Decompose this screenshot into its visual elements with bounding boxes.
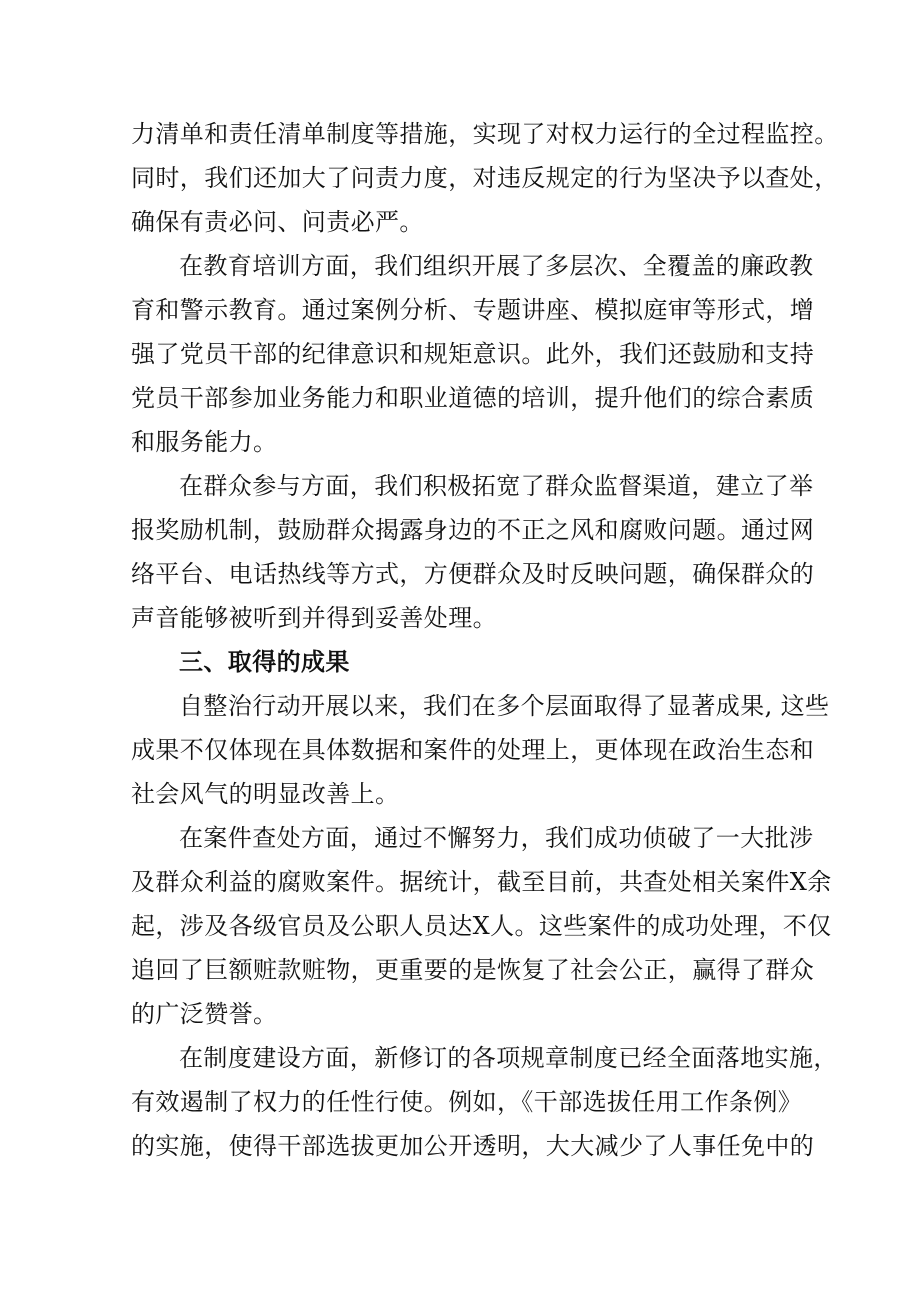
text-line: 育和警示教育。通过案例分析、专题讲座、模拟庭审等形式，增 <box>131 296 815 324</box>
text-line: 追回了巨额赃款赃物，更重要的是恢复了社会公正，赢得了群众 <box>131 956 815 984</box>
paragraph-case-investigation <box>131 816 832 1036</box>
text-line: 力清单和责任清单制度等措施，实现了对权力运行的全过程监控。 <box>131 120 839 148</box>
text-line: 在群众参与方面，我们积极拓宽了群众监督渠道，建立了举 <box>179 472 814 500</box>
paragraph-power-supervision <box>131 112 839 244</box>
text-line: 及群众利益的腐败案件。据统计，截至目前，共查处相关案件X余 <box>131 868 832 896</box>
text-line: 和服务能力。 <box>131 428 278 456</box>
text-line: 成果不仅体现在具体数据和案件的处理上，更体现在政治生态和 <box>131 736 815 764</box>
paragraph-system-building <box>131 1036 838 1168</box>
document-body <box>131 112 839 1168</box>
text-line: 在制度建设方面，新修订的各项规章制度已经全面落地实施， <box>179 1044 838 1072</box>
text-line: 声音能够被听到并得到妥善处理。 <box>131 604 497 632</box>
text-line: 络平台、电话热线等方式，方便群众及时反映问题，确保群众的 <box>131 560 815 588</box>
text-line: 有效遏制了权力的任性行使。例如，《干部选拔任用工作条例》 <box>131 1088 803 1116</box>
text-line: 强了党员干部的纪律意识和规矩意识。此外，我们还鼓励和支持 <box>131 340 815 368</box>
text-line: 在教育培训方面，我们组织开展了多层次、全覆盖的廉政教 <box>179 252 814 280</box>
text-line: 同时，我们还加大了问责力度，对违反规定的行为坚决予以查处， <box>131 164 839 192</box>
paragraph-public-participation <box>131 464 815 640</box>
text-line: 报奖励机制，鼓励群众揭露身边的不正之风和腐败问题。通过网 <box>131 516 815 544</box>
paragraph-results-overview <box>131 684 830 816</box>
text-line: 社会风气的明显改善上。 <box>131 780 400 808</box>
text-line: 党员干部参加业务能力和职业道德的培训，提升他们的综合素质 <box>131 384 815 412</box>
text-line: 的广泛赞誉。 <box>131 1000 278 1028</box>
text-line: 在案件查处方面，通过不懈努力，我们成功侦破了一大批涉 <box>179 824 814 852</box>
text-line: 确保有责必问、问责必严。 <box>131 208 424 236</box>
text-line: 起，涉及各级官员及公职人员达X人。这些案件的成功处理，不仅 <box>131 912 832 940</box>
section-heading-results: 三、取得的成果 <box>179 648 350 676</box>
text-line: 的实施，使得干部选拔更加公开透明，大大减少了人事任免中的 <box>131 1132 815 1160</box>
text-line: 自整治行动开展以来，我们在多个层面取得了显著成果, 这些 <box>179 692 830 720</box>
paragraph-education-training <box>131 244 815 464</box>
